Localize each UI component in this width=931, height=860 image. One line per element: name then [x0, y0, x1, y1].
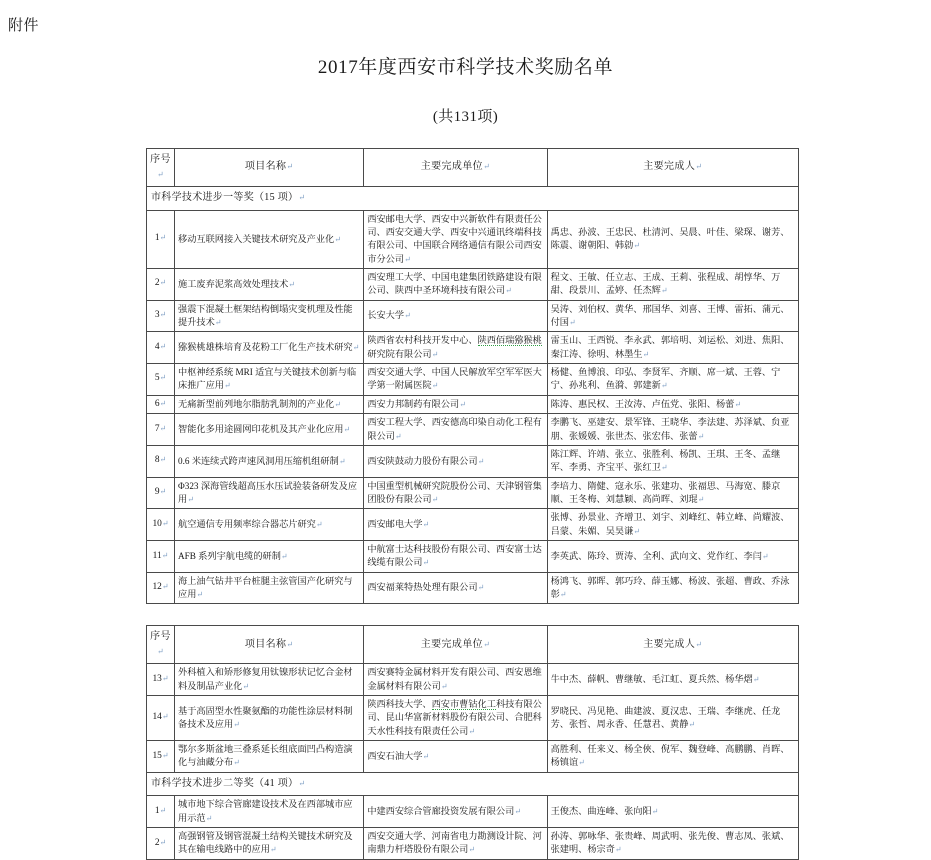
cell-project: 0.6 米连续式跨声速风洞用压缩机组研制↵ [175, 445, 364, 477]
table-row [147, 541, 799, 573]
cell-no: 7↵ [147, 414, 175, 446]
paragraph-mark: ↵ [459, 399, 466, 409]
cell-no: 2↵ [147, 827, 175, 859]
cell-no: 11↵ [147, 541, 175, 573]
paragraph-mark: ↵ [394, 431, 402, 441]
cell-no: 9↵ [147, 477, 175, 509]
cell-people: 高胜利、任来义、杨全俠、倪军、魏登峰、高鹏鹏、肖晖、杨镇谊↵ [547, 741, 798, 773]
cell-people: 牛中杰、薛帆、曹继敏、毛江虹、夏兵然、杨华熠↵ [547, 664, 798, 696]
table-row [147, 395, 799, 414]
paragraph-mark: ↵ [343, 424, 351, 434]
section-title: 市科学技术进步二等奖（41 项）↵ [147, 772, 799, 796]
header-people: 主要完成人↵ [547, 149, 798, 187]
paragraph-mark: ↵ [214, 317, 222, 327]
cell-no: 1↵ [147, 210, 175, 268]
cell-project: Φ323 深海管线超高压水压试验装备研发及应用↵ [175, 477, 364, 509]
page-title: 2017年度西安市科学技术奖励名单 [317, 57, 614, 78]
cell-project: 城市地下综合管廊建设技术及在西部城市应用示范↵ [175, 796, 364, 828]
paragraph-mark: ↵ [223, 381, 231, 391]
table-header-row [147, 149, 799, 187]
paragraph-mark: ↵ [633, 241, 640, 251]
cell-project: 施工废弃泥浆高效处理技术↵ [175, 268, 364, 300]
section-title-row [147, 187, 799, 211]
cell-unit: 陕西省农村科技开发中心、陕西佰瑞猕猴桃研究院有限公司↵ [364, 332, 547, 364]
paragraph-mark: ↵ [695, 639, 703, 649]
cell-no: 15↵ [147, 741, 175, 773]
table-row [147, 363, 799, 395]
award-table-2 [146, 625, 799, 859]
paragraph-mark: ↵ [697, 494, 705, 504]
paragraph-mark: ↵ [286, 639, 294, 649]
paragraph-mark: ↵ [205, 813, 213, 823]
cell-unit: 中建西安综合管廊投资发展有限公司↵ [364, 796, 547, 828]
table-row [147, 796, 799, 828]
cell-project: 强震下混凝土框架结构倒塌灾变机理及性能提升技术↵ [175, 300, 364, 332]
paragraph-mark: ↵ [468, 726, 476, 736]
cell-unit: 西安工程大学、西安德高印染自动化工程有限公司↵ [364, 414, 547, 446]
paragraph-mark: ↵ [159, 423, 167, 433]
cell-no: 4↵ [147, 332, 175, 364]
spellcheck-underline: 陕西佰瑞猕猴桃 [477, 335, 542, 346]
paragraph-mark: ↵ [734, 399, 742, 409]
cell-no: 2↵ [147, 268, 175, 300]
table-row [147, 572, 799, 604]
cell-no: 1↵ [147, 796, 175, 828]
paragraph-mark: ↵ [431, 349, 439, 359]
table-row [147, 827, 799, 859]
paragraph-mark: ↵ [468, 845, 476, 855]
cell-project: 无痛新型前列地尔脂肪乳制剂的产业化↵ [175, 395, 364, 414]
cell-people: 孙涛、郭咏华、张贵峰、周武明、张先俊、曹志凤、张斌、张建明、杨宗奇↵ [547, 827, 798, 859]
header-unit: 主要完成单位↵ [364, 149, 547, 187]
cell-people: 陈涛、惠民权、王汝涛、卢伍党、张阳、杨蕾↵ [547, 395, 798, 414]
cell-project: 高强钢管及钢管混凝土结构关键技术研究及其在输电线路中的应用↵ [175, 827, 364, 859]
cell-no: 14↵ [147, 696, 175, 741]
cell-unit: 长安大学↵ [364, 300, 547, 332]
paragraph-mark: ↵ [614, 845, 622, 855]
cell-people: 罗晓民、冯见艳、曲建波、夏汉忠、王瑞、李继虎、任龙芳、张哲、周永香、任慧君、黄静↵ [547, 696, 798, 741]
paragraph-mark: ↵ [660, 463, 668, 473]
table-row [147, 509, 799, 541]
paragraph-mark: ↵ [752, 675, 760, 685]
cell-unit: 陕西科技大学、西安市曹钴化工科技有限公司、昆山华富新材料股份有限公司、合肥科天水性科技有限责任公司↵ [364, 696, 547, 741]
cell-unit: 西安陕鼓动力股份有限公司↵ [364, 445, 547, 477]
cell-people: 李培力、隋健、寇永乐、张建功、张福思、马海宽、滕京顺、王冬梅、刘慧颖、高尚晖、刘琨↵ [547, 477, 798, 509]
paragraph-mark: ↵ [159, 341, 167, 351]
table-row [147, 696, 799, 741]
award-table-block-2 [146, 625, 799, 859]
table-row [147, 210, 799, 268]
table-row [147, 268, 799, 300]
paragraph-mark: ↵ [514, 806, 522, 816]
cell-unit: 西安交通大学、河南省电力勘测设计院、河南鼎力杆塔股份有限公司↵ [364, 827, 547, 859]
cell-no: 6↵ [147, 395, 175, 414]
paragraph-mark: ↵ [578, 758, 585, 768]
cell-no: 8↵ [147, 445, 175, 477]
table-row [147, 300, 799, 332]
paragraph-mark: ↵ [159, 455, 167, 465]
cell-project: 鄂尔多斯盆地三叠系延长组底面凹凸构造演化与油藏分布↵ [175, 741, 364, 773]
cell-project: 航空通信专用频率综合器芯片研究↵ [175, 509, 364, 541]
paragraph-mark: ↵ [440, 681, 448, 691]
header-project: 项目名称↵ [175, 149, 364, 187]
paragraph-mark: ↵ [298, 778, 306, 788]
cell-people: 杨健、鱼博浪、印弘、李贤军、齐顺、席一斌、王蓉、宁宁、孙兆利、鱼漪、郭建新↵ [547, 363, 798, 395]
cell-people: 李鹏飞、巫建安、景军锋、王晓华、李法建、苏泽斌、贠亚朋、张媛媛、张世杰、张宏伟、张蕾↵ [547, 414, 798, 446]
section-title: 市科学技术进步一等奖（15 项）↵ [147, 187, 799, 211]
cell-unit: 中航富士达科技股份有限公司、西安富士达线缆有限公司↵ [364, 541, 547, 573]
paragraph-mark: ↵ [559, 590, 567, 600]
paragraph-mark: ↵ [477, 583, 485, 593]
paragraph-mark: ↵ [483, 639, 491, 649]
cell-unit: 西安邮电大学↵ [364, 509, 547, 541]
cell-people: 杨鸿飞、郭晖、郭巧玲、薛玉娜、杨波、张超、曹政、乔泳彰↵ [547, 572, 798, 604]
paragraph-mark: ↵ [315, 519, 323, 529]
table-row [147, 414, 799, 446]
paragraph-mark: ↵ [233, 758, 240, 768]
cell-unit: 西安邮电大学、西安中兴新软件有限责任公司、西安交通大学、西安中兴通讯终端科技有限公司、中国联合网络通信有限公司西安市分公司↵ [364, 210, 547, 268]
paragraph-mark: ↵ [159, 373, 167, 383]
paragraph-mark: ↵ [161, 673, 169, 683]
paragraph-mark: ↵ [334, 399, 341, 409]
paragraph-mark: ↵ [338, 456, 346, 466]
paragraph-mark: ↵ [159, 278, 167, 288]
cell-project: 外科植入和矫形修复用钛镍形状记忆合金材料及制品产业化↵ [175, 664, 364, 696]
cell-unit: 西安福莱特热处理有限公司↵ [364, 572, 547, 604]
paragraph-mark: ↵ [334, 234, 341, 244]
cell-people: 王俊杰、曲连峰、张向阳↵ [547, 796, 798, 828]
cell-no: 10↵ [147, 509, 175, 541]
table-row [147, 332, 799, 364]
paragraph-mark: ↵ [161, 712, 169, 722]
section-title-row [147, 772, 799, 796]
paragraph-mark: ↵ [159, 233, 167, 243]
header-people: 主要完成人↵ [547, 626, 798, 664]
paragraph-mark: ↵ [568, 317, 576, 327]
table-row [147, 445, 799, 477]
cell-unit: 西安交通大学、中国人民解放军空军军医大学第一附属医院↵ [364, 363, 547, 395]
paragraph-mark: ↵ [431, 494, 439, 504]
paragraph-mark: ↵ [159, 487, 167, 497]
cell-no: 13↵ [147, 664, 175, 696]
paragraph-mark: ↵ [483, 162, 491, 172]
paragraph-mark: ↵ [633, 526, 640, 536]
cell-unit: 西安理工大学、中国电建集团铁路建设有限公司、陕西中圣环境科技有限公司↵ [364, 268, 547, 300]
paragraph-mark: ↵ [660, 381, 668, 391]
paragraph-mark: ↵ [269, 845, 277, 855]
paragraph-mark: ↵ [159, 805, 167, 815]
table-row [147, 477, 799, 509]
cell-project: 移动互联网接入关键技术研究及产业化↵ [175, 210, 364, 268]
paragraph-mark: ↵ [159, 310, 167, 320]
cell-no: 12↵ [147, 572, 175, 604]
paragraph-mark: ↵ [352, 342, 360, 352]
cell-project: 基于高固型水性聚氨酯的功能性涂层材料制备技术及应用↵ [175, 696, 364, 741]
paragraph-mark: ↵ [233, 720, 240, 730]
attachment-label: 附件 [8, 18, 40, 34]
cell-no: 5↵ [147, 363, 175, 395]
paragraph-mark: ↵ [161, 550, 169, 560]
paragraph-mark: ↵ [697, 431, 705, 441]
page-subtitle: (共131项) [432, 109, 499, 125]
cell-unit: 西安力邦制药有限公司↵ [364, 395, 547, 414]
cell-unit: 西安石油大学↵ [364, 741, 547, 773]
paragraph-mark: ↵ [156, 646, 165, 656]
cell-project: AFB 系列宇航电缆的研制↵ [175, 541, 364, 573]
paragraph-mark: ↵ [161, 518, 169, 528]
paragraph-mark: ↵ [422, 558, 430, 568]
paragraph-mark: ↵ [187, 494, 194, 504]
paragraph-mark: ↵ [422, 519, 430, 529]
paragraph-mark: ↵ [404, 311, 411, 321]
cell-people: 程文、王敏、任立志、王成、王莉、张程成、胡惇华、万甜、段景川、孟婷、任杰辉↵ [547, 268, 798, 300]
award-tables-container [146, 148, 799, 860]
paragraph-mark: ↵ [196, 590, 204, 600]
header-unit: 主要完成单位↵ [364, 626, 547, 664]
cell-project: 中枢神经系统 MRI 适宜与关键技术创新与临床推广应用↵ [175, 363, 364, 395]
cell-project: 猕猴桃雄株培育及花粉工厂化生产技术研究↵ [175, 332, 364, 364]
paragraph-mark: ↵ [298, 193, 306, 202]
paragraph-mark: ↵ [688, 720, 696, 730]
cell-project: 海上油气钻井平台桩腿主弦管国产化研究与应用↵ [175, 572, 364, 604]
cell-people: 禹忠、孙波、王忠民、杜清河、吴晨、叶佳、梁琛、谢芳、陈震、谢朝阳、韩勍↵ [547, 210, 798, 268]
cell-unit: 西安赛特金属材料开发有限公司、西安恩维金属材料有限公司↵ [364, 664, 547, 696]
paragraph-mark: ↵ [642, 349, 650, 359]
cell-people: 吴涛、刘伯权、黄华、邢国华、刘喜、王博、雷拓、蒲元、付国↵ [547, 300, 798, 332]
cell-people: 李英武、陈玲、贾涛、全利、武向文、党作红、李闫↵ [547, 541, 798, 573]
paragraph-mark: ↵ [156, 169, 165, 179]
paragraph-mark: ↵ [159, 837, 167, 847]
paragraph-mark: ↵ [161, 750, 169, 760]
paragraph-mark: ↵ [505, 286, 512, 296]
spellcheck-underline: 西安市曹钴化工 [431, 699, 496, 710]
header-no: 序号↵ [147, 149, 175, 187]
cell-project: 智能化多用途圆网印花机及其产业化应用↵ [175, 414, 364, 446]
cell-people: 陈江辉、许靖、张立、张胜利、杨凯、王琪、王冬、孟继军、李勇、齐宝平、张红卫↵ [547, 445, 798, 477]
table-row [147, 664, 799, 696]
paragraph-mark: ↵ [242, 681, 250, 691]
paragraph-mark: ↵ [288, 279, 295, 289]
table-row [147, 741, 799, 773]
cell-no: 3↵ [147, 300, 175, 332]
paragraph-mark: ↵ [422, 751, 430, 761]
paragraph-mark: ↵ [651, 806, 659, 816]
paragraph-mark: ↵ [477, 456, 485, 466]
award-table-block-1 [146, 148, 799, 604]
paragraph-mark: ↵ [286, 162, 294, 172]
header-no: 序号↵ [147, 626, 175, 664]
cell-people: 张博、孙景业、齐增卫、刘宇、刘峰红、韩立峰、尚耀波、吕蒙、朱媚、吴昊谦↵ [547, 509, 798, 541]
paragraph-mark: ↵ [431, 381, 439, 391]
header-project: 项目名称↵ [175, 626, 364, 664]
cell-people: 雷玉山、王西锐、李永武、郭培明、刘运松、刘进、焦阳、秦江涛、徐明、林墨生↵ [547, 332, 798, 364]
paragraph-mark: ↵ [660, 286, 668, 296]
paragraph-mark: ↵ [695, 162, 703, 172]
paragraph-mark: ↵ [159, 398, 167, 408]
paragraph-mark: ↵ [404, 254, 411, 264]
paragraph-mark: ↵ [161, 582, 169, 592]
cell-unit: 中国重型机械研究院股份公司、天津钢管集团股份有限公司↵ [364, 477, 547, 509]
paragraph-mark: ↵ [761, 551, 769, 561]
paragraph-mark: ↵ [280, 551, 288, 561]
award-table-1 [146, 148, 799, 604]
table-header-row [147, 626, 799, 664]
